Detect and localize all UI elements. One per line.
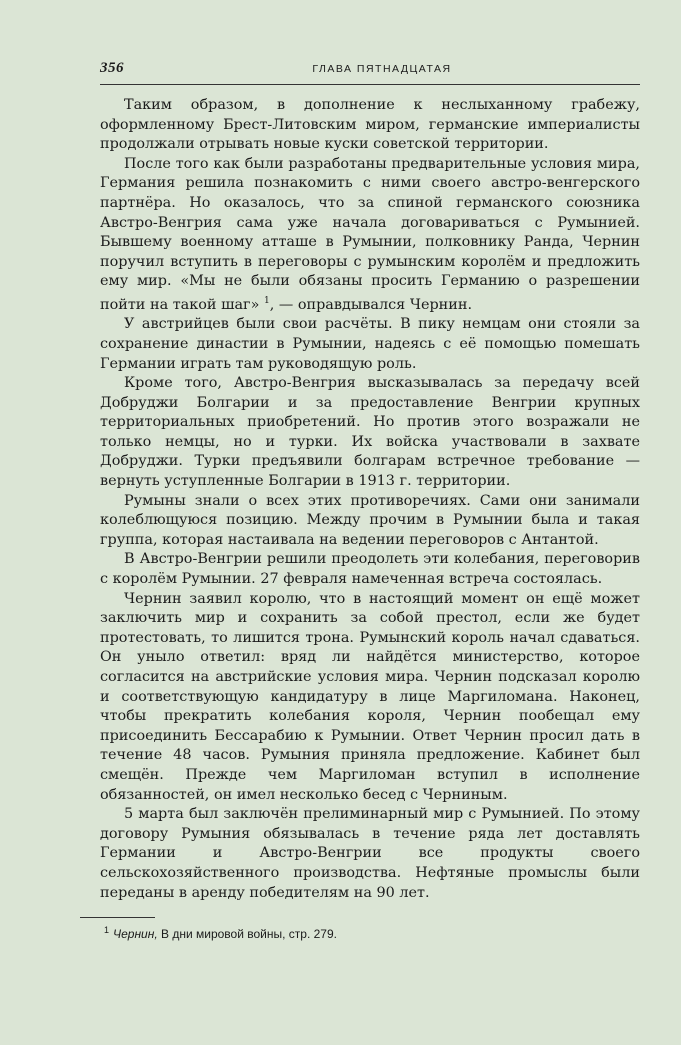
paragraph: Румыны знали о всех этих противоречиях. Сами они занимали колеблющуюся позицию. Между прочим в Румынии была и такая группа, которая настаивала на ведении переговоров с Антантой.: [100, 492, 640, 548]
chapter-title: ГЛАВА ПЯТНАДЦАТАЯ: [312, 63, 452, 75]
paragraph: Кроме того, Австро-Венгрия высказывалась за передачу всей Добруджи Болгарии и за предоставление Венгрии крупных территориальных приобретений. Но против этого возражали не только немцы, но и турки. Их войска участвовали в захвате Добруджи. Турки предъявили болгарам встречное требование — вернуть уступленные Болгарии в 1913 г. территории.: [100, 375, 640, 490]
footnote-marker: 1: [104, 925, 110, 935]
body-text: [100, 96, 640, 903]
paragraph: Таким образом, в дополнение к неслыханному грабежу, оформленному Брест-Литовским миром, германские империалисты продолжали отрывать новые куски советской территории.: [100, 97, 640, 153]
header-rule: [100, 84, 640, 85]
paragraph: [100, 155, 640, 316]
paragraph: Чернин заявил королю, что в настоящий момент он ещё может заключить мир и сохранить за собой престол, если же будет протестовать, то лишится трона. Румынский король начал сдаваться. Он уныло ответил: вряд ли найдётся министерство, которое согласится на австрийские условия мира. Чернин подсказал королю и соответствующую кандидатуру в лице Маргиломана. Наконец, чтобы прекратить колебания короля, Чернин пообещал ему присоединить Бессарабию к Румынии. Ответ Чернин просил дать в течение 48 часов. Румыния приняла предложение. Кабинет был смещён. Прежде чем Маргиломан вступил в исполнение обязанностей, он имел несколько бесед с Черниным.: [100, 590, 640, 803]
page-number: 356: [100, 60, 124, 76]
page-header: [100, 60, 584, 86]
paragraph-text: После того как были разработаны предварительные условия мира, Германия решила познакомить с ними своего австро-венгерского партнёра. Но оказалось, что за спиной германского союзника Австро-Венгрия сама уже начала договариваться с Румынией. Бывшему военному атташе в Румынии, полковнику Ранда, Чернин поручил вступить в переговоры с румынским королём и предложить ему мир. «Мы не были обязаны просить Германию о разрешении пойти на такой шаг»: [100, 155, 640, 313]
footnote-reference: 1: [263, 295, 270, 306]
footnote-author: Чернин,: [113, 927, 158, 941]
paragraph: 5 марта был заключён прелиминарный мир с Румынией. По этому договору Румыния обязывалась в течение ряда лет доставлять Германии и Австро-Венгрии все продукты своего сельскохозяйственного производства. Нефтяные промыслы были переданы в аренду победителям на 90 лет.: [100, 806, 640, 901]
paragraph: У австрийцев были свои расчёты. В пику немцам они стояли за сохранение династии в Румынии, надеясь с её помощью помешать Германии играть там руководящую роль.: [100, 316, 640, 372]
footnote-text: В дни мировой войны, стр. 279.: [157, 927, 337, 941]
footnote-rule: [80, 917, 155, 918]
paragraph: В Австро-Венгрии решили преодолеть эти колебания, переговорив с королём Румынии. 27 февраля намеченная встреча состоялась.: [100, 551, 640, 588]
paragraph-tail: , — оправдывался Чернин.: [269, 296, 473, 313]
footnote: [100, 922, 640, 942]
